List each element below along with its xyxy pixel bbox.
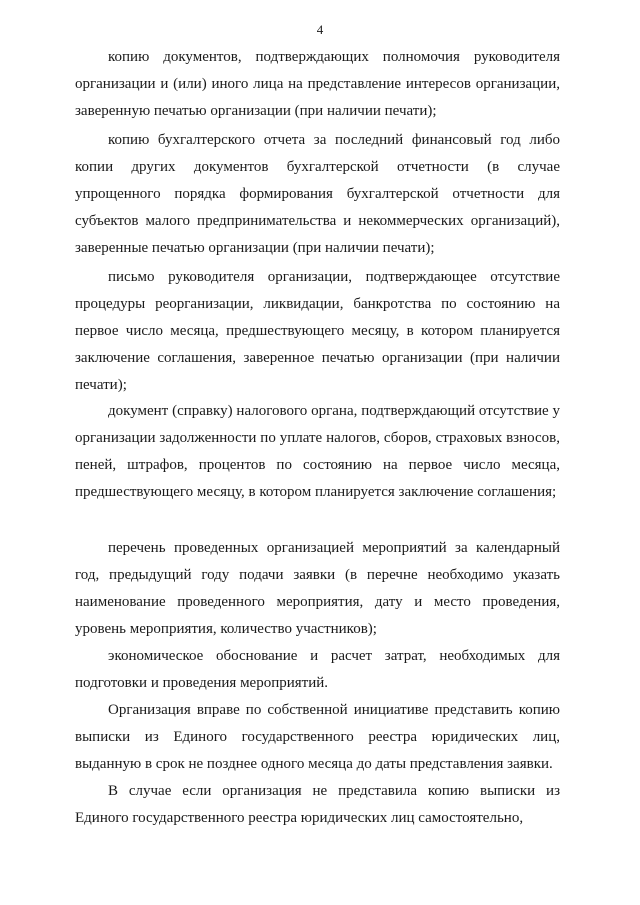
paragraph-registry-not-provided: В случае если организация не представила копию выписки из Единого государственного реестра юридических лиц самостоятельно, xyxy=(75,783,560,826)
paragraph-accounting-report: копию бухгалтерского отчета за последний финансовый год либо копии других документов бухгалтерской отчетности (в случае упрощенного порядка формирования бухгалтерской отчетности для субъектов малого предпринимательства и некоммерческих организаций), заверенные печатью организации (при наличии печати); xyxy=(75,132,560,256)
paragraph-tax-certificate: документ (справку) налогового органа, подтверждающий отсутствие у организации задолженности по уплате налогов, сборов, страховых взносов, пеней, штрафов, процентов по состоянию на первое число месяца, предшествующего месяцу, в котором планируется заключение соглашения; xyxy=(75,403,560,500)
paragraph-manager-letter: письмо руководителя организации, подтверждающее отсутствие процедуры реорганизации, ликвидации, банкротства по состоянию на первое число месяца, предшествующего месяцу, в котором планируется заключение соглашения, заверенное печатью организации (при наличии печати); xyxy=(75,269,560,393)
page-number: 4 xyxy=(316,22,324,37)
paragraph-economic-justification: экономическое обоснование и расчет затрат, необходимых для подготовки и проведения мероприятий. xyxy=(75,648,560,691)
paragraph-events-list: перечень проведенных организацией мероприятий за календарный год, предыдущий году подачи заявки (в перечне необходимо указать наименование проведенного мероприятия, дату и место проведения, уровень мероприятия, количество участников); xyxy=(75,540,560,637)
paragraph-authority-documents: копию документов, подтверждающих полномочия руководителя организации и (или) иного лица на представление интересов организации, заверенную печатью организации (при наличии печати); xyxy=(75,49,560,119)
paragraph-registry-extract: Организация вправе по собственной инициативе представить копию выписки из Единого государственного реестра юридических лиц, выданную в срок не позднее одного месяца до даты представления заявки. xyxy=(75,702,560,772)
